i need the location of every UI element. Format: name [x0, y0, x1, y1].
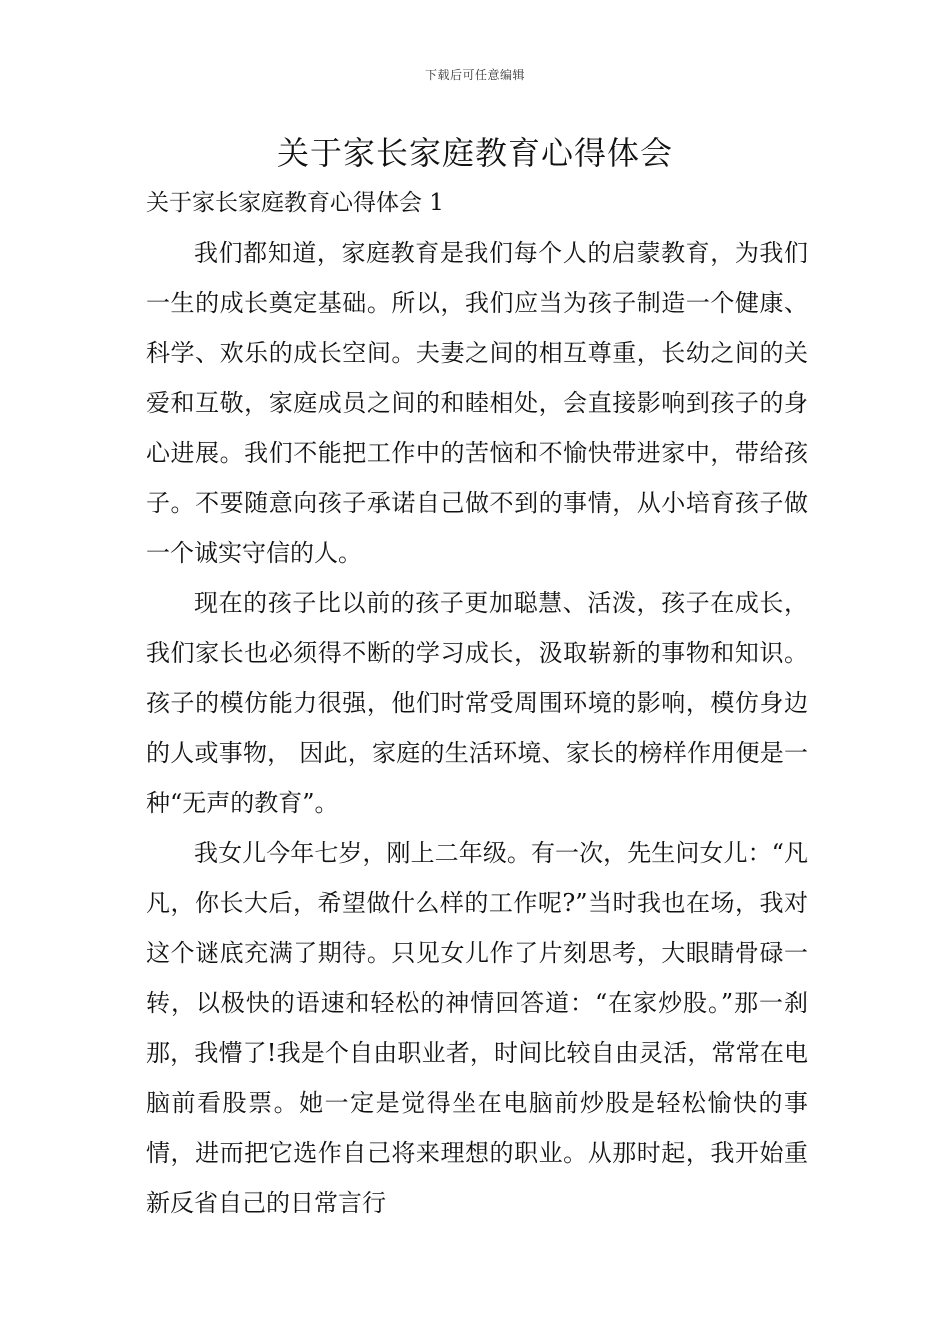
section-heading: 关于家长家庭教育心得体会 1 — [146, 190, 444, 216]
paragraph-2: 现在的孩子比以前的孩子更加聪慧、活泼，孩子在成长，我们家长也必须得不断的学习成长，汲取崭新的事物和知识。孩子的模仿能力很强，他们时常受周围环境的影响，模仿身边的人或事物， 因此，家庭的生活环境、家长的榜样作用便是一种“无声的教育”。 — [146, 589, 808, 817]
header-note: 下载后可任意编辑 — [424, 68, 525, 82]
document-title: 关于家长家庭教育心得体会 — [276, 134, 673, 172]
body-text — [146, 228, 808, 1228]
paragraph-3: 我女儿今年七岁，刚上二年级。有一次，先生问女儿：“凡凡，你长大后，希望做什么样的工作呢?”当时我也在场，我对这个谜底充满了期待。只见女儿作了片刻思考，大眼睛骨碌一转，以极快的语速和轻松的神情回答道：“在家炒股。”那一刹那，我懵了!我是个自由职业者，时间比较自由灵活，常常在电脑前看股票。她一定是觉得坐在电脑前炒股是轻松愉快的事情，进而把它选作自己将来理想的职业。从那时起，我开始重新反省自己的日常言行 — [146, 839, 808, 1217]
paragraph-1: 我们都知道，家庭教育是我们每个人的启蒙教育，为我们一生的成长奠定基础。所以，我们应当为孩子制造一个健康、科学、欢乐的成长空间。夫妻之间的相互尊重，长幼之间的关爱和互敬，家庭成员之间的和睦相处，会直接影响到孩子的身心进展。我们不能把工作中的苦恼和不愉快带进家中，带给孩子。不要随意向孩子承诺自己做不到的事情，从小培育孩子做一个诚实守信的人。 — [146, 239, 808, 567]
